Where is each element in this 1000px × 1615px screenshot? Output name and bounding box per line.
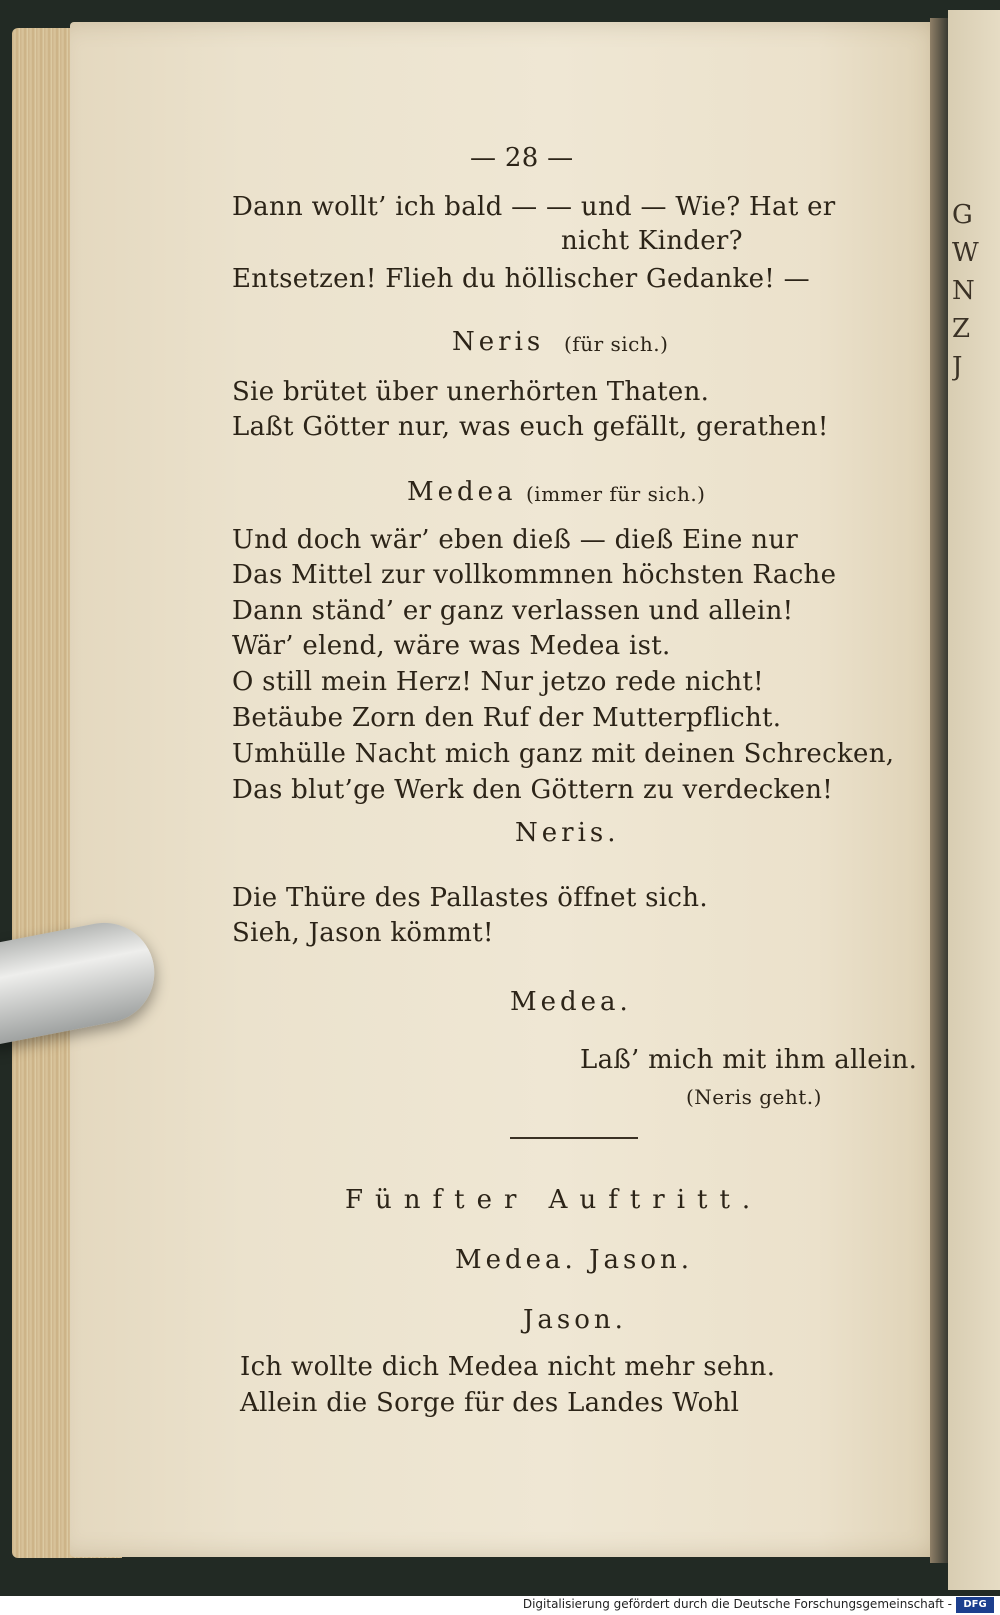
stage-direction: (immer für sich.) <box>526 482 706 506</box>
verse-line: Laß’ mich mit ihm allein. <box>580 1045 918 1075</box>
verse-line: Sieh, Jason kömmt! <box>232 918 494 948</box>
speaker-name: Neris <box>452 327 545 357</box>
speaker-name: Neris. <box>515 818 620 848</box>
stage-direction: (für sich.) <box>564 332 669 356</box>
verse-line: nicht Kinder? <box>561 226 743 256</box>
speaker-name: Medea. <box>510 987 632 1017</box>
page-number: — 28 — <box>470 143 574 173</box>
verse-line: Umhülle Nacht mich ganz mit deinen Schrecken, <box>232 739 895 769</box>
facing-page-letter: J <box>952 352 963 382</box>
facing-page-letter: Z <box>952 314 971 344</box>
section-divider <box>510 1137 638 1139</box>
verse-line: Die Thüre des Pallastes öffnet sich. <box>232 883 708 913</box>
dfg-logo-icon: DFG <box>956 1597 994 1613</box>
verse-line: Dann ständ’ er ganz verlassen und allein! <box>232 596 794 626</box>
facing-page-letter: N <box>952 276 975 306</box>
verse-line: Wär’ elend, wäre was Medea ist. <box>232 631 671 661</box>
footer-bar <box>0 1596 1000 1615</box>
verse-line: Laßt Götter nur, was euch gefällt, gerathen! <box>232 412 829 442</box>
speaker-name: Jason. <box>523 1305 627 1335</box>
verse-line: Dann wollt’ ich bald — — und — Wie? Hat er <box>232 192 836 222</box>
verse-line: Allein die Sorge für des Landes Wohl <box>240 1388 740 1418</box>
facing-page-letter: G <box>952 200 973 230</box>
verse-line: Und doch wär’ eben dieß — dieß Eine nur <box>232 525 799 555</box>
verse-line: Betäube Zorn den Ruf der Mutterpflicht. <box>232 703 782 733</box>
funding-notice: Digitalisierung gefördert durch die Deutsche Forschungsgemeinschaft - <box>522 1597 952 1611</box>
verse-line: Sie brütet über unerhörten Thaten. <box>232 377 710 407</box>
facing-page-letter: W <box>952 238 979 268</box>
verse-line: Entsetzen! Flieh du höllischer Gedanke! — <box>232 264 810 294</box>
verse-line: Das blut’ge Werk den Göttern zu verdecken! <box>232 775 834 805</box>
speaker-name: Medea <box>407 477 517 507</box>
scene-cast: Medea. Jason. <box>455 1245 693 1275</box>
verse-line: Das Mittel zur vollkommnen höchsten Rache <box>232 560 837 590</box>
stage-direction: (Neris geht.) <box>686 1085 822 1109</box>
book-gutter <box>930 18 948 1563</box>
verse-line: Ich wollte dich Medea nicht mehr sehn. <box>240 1352 776 1382</box>
verse-line: O still mein Herz! Nur jetzo rede nicht! <box>232 667 764 697</box>
facing-page <box>948 10 1000 1590</box>
scene-heading: Fünfter Auftritt. <box>345 1185 763 1215</box>
